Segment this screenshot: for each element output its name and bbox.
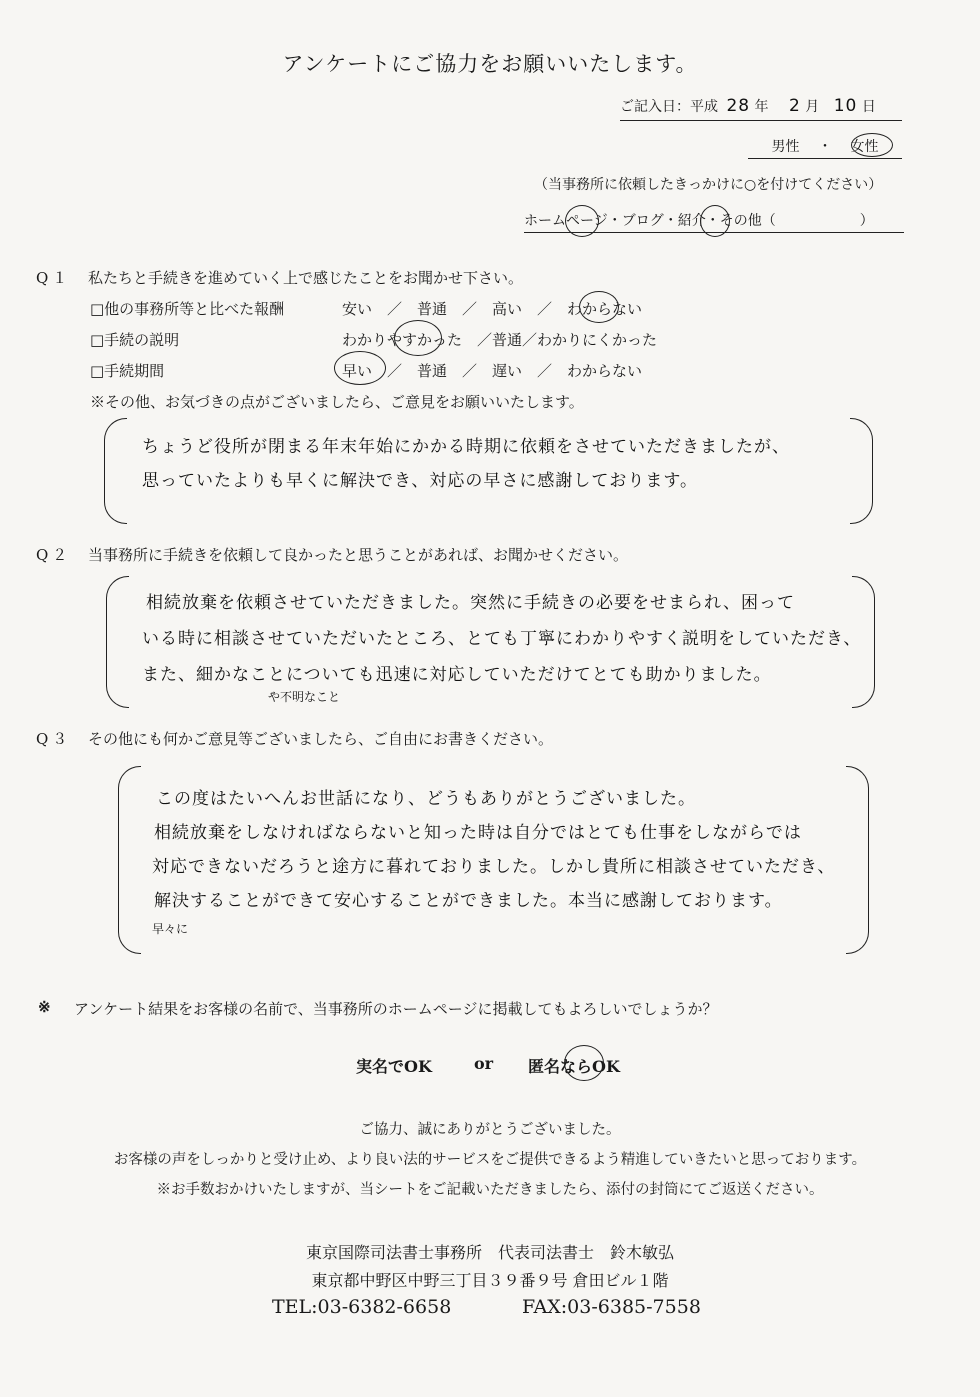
publish-anon-circle xyxy=(564,1045,604,1081)
office-tel: TEL:03-6382-6658 xyxy=(272,1296,452,1318)
q3-answer-line-1: この度はたいへんお世話になり、どうもありがとうございました。 xyxy=(156,789,696,809)
q1-row-period-item[interactable]: □手続期間 xyxy=(90,362,165,380)
q2-answer-line-3: また、細かなことについても迅速に対応していただけてとても助かりました。 xyxy=(142,665,772,685)
q2-answer-line-1: 相続放棄を依頼させていただきました。突然に手続きの必要をせまられ、困って xyxy=(146,593,796,613)
q1-row-fee-options[interactable]: 安い ／ 普通 ／ 高い ／ わからない xyxy=(342,300,643,318)
q1-row-period-options[interactable]: 早い ／ 普通 ／ 遅い ／ わからない xyxy=(342,362,643,380)
gender-male[interactable]: 男性 xyxy=(771,139,800,155)
q3-label: Q３ xyxy=(36,730,72,748)
q1-answer-line-2: 思っていたよりも早くに解決でき、対応の早さに感謝しております。 xyxy=(142,471,698,491)
trigger-instruction: （当事務所に依頼したきっかけに○を付けてください） xyxy=(534,177,883,193)
entry-year-unit: 年 xyxy=(754,99,769,115)
publish-option-real[interactable]: 実名でOK xyxy=(356,1057,432,1076)
office-name-line: 東京国際司法書士事務所 代表司法書士 鈴木敏弘 xyxy=(305,1243,674,1262)
q1-fee-circle xyxy=(579,291,619,323)
q1-question: 私たちと手続きを進めていく上で感じたことをお聞かせ下さい。 xyxy=(88,269,524,287)
thanks-line-3: ※お手数おかけいたしますが、当シートをご記載いただきましたら、添付の封筒にてご返送ください。 xyxy=(156,1182,824,1198)
q1-period-circle xyxy=(334,351,386,385)
entry-month[interactable]: 2 xyxy=(789,96,801,116)
gender-female[interactable]: 女性 xyxy=(850,139,879,155)
entry-day[interactable]: 10 xyxy=(833,96,858,116)
entry-year[interactable]: 28 xyxy=(726,96,751,116)
q1-row-fee-item[interactable]: □他の事務所等と比べた報酬 xyxy=(90,300,285,318)
q1-bracket-right xyxy=(850,418,873,524)
publish-question: アンケート結果をお客様の名前で、当事務所のホームページに掲載してもよろしいでしょうか？ xyxy=(74,1000,718,1018)
q1-explain-circle xyxy=(394,320,442,356)
entry-day-unit: 日 xyxy=(861,99,876,115)
q1-bracket-left xyxy=(104,418,127,524)
q3-answer-line-3: 対応できないだろうと途方に暮れておりました。しかし貴所に相談させていただき、 xyxy=(152,857,836,877)
trigger-homepage-circle xyxy=(565,205,599,237)
q2-question: 当事務所に手続きを依頼して良かったと思うことがあれば、お聞かせください。 xyxy=(88,546,629,564)
gender-female-circle xyxy=(851,133,893,157)
q3-bracket-right xyxy=(846,766,869,954)
thanks-line-2: お客様の声をしっかりと受け止め、より良い法的サービスをご提供できるよう精進していきたいと思っております。 xyxy=(113,1152,867,1168)
q3-insert-note: 早々に xyxy=(152,922,189,936)
q2-label: Q２ xyxy=(36,546,72,564)
q1-answer-line-1: ちょうど役所が閉まる年末年始にかかる時期に依頼をさせていただきましたが、 xyxy=(142,437,790,457)
entry-date-label: ご記入日：平成 xyxy=(620,99,718,115)
q2-answer-line-2: いる時に相談させていただいたところ、とても丁寧にわかりやすく説明をしていただき、 xyxy=(142,629,862,649)
q1-note: ※その他、お気づきの点がございましたら、ご意見をお願いいたします。 xyxy=(90,393,584,411)
entry-date-row xyxy=(620,96,902,121)
trigger-options[interactable]: ホームページ・ブログ・紹介・その他（ ） xyxy=(524,210,904,233)
publish-mark: ※ xyxy=(38,998,51,1016)
q3-bracket-left xyxy=(118,766,141,954)
publish-or: or xyxy=(474,1054,494,1073)
gender-separator: ・ xyxy=(818,139,832,155)
q3-answer-line-4: 解決することができて安心することができました。本当に感謝しております。 xyxy=(154,891,783,911)
office-address: 東京都中野区中野三丁目３９番９号 倉田ビル１階 xyxy=(311,1271,669,1290)
q1-row-explain-item[interactable]: □手続の説明 xyxy=(90,331,180,349)
trigger-referral-circle xyxy=(700,205,730,237)
office-fax: FAX:03-6385-7558 xyxy=(522,1296,701,1318)
q1-label: Q１ xyxy=(36,269,72,287)
q3-question: その他にも何かご意見等ございましたら、ご自由にお書きください。 xyxy=(88,730,554,748)
thanks-line-1: ご協力、誠にありがとうございました。 xyxy=(359,1122,621,1138)
q2-insert-note: や不明なこと xyxy=(268,690,341,704)
publish-option-anon[interactable]: 匿名ならOK xyxy=(528,1057,620,1076)
q3-answer-line-2: 相続放棄をしなければならないと知った時は自分ではとても仕事をしながらでは xyxy=(154,823,802,843)
q2-bracket-left xyxy=(106,576,129,708)
page-title: アンケートにご協力をお願いいたします。 xyxy=(282,52,698,76)
entry-month-unit: 月 xyxy=(805,99,820,115)
q1-row-explain-options[interactable]: わかりやすかった ／普通／わかりにくかった xyxy=(342,331,658,349)
